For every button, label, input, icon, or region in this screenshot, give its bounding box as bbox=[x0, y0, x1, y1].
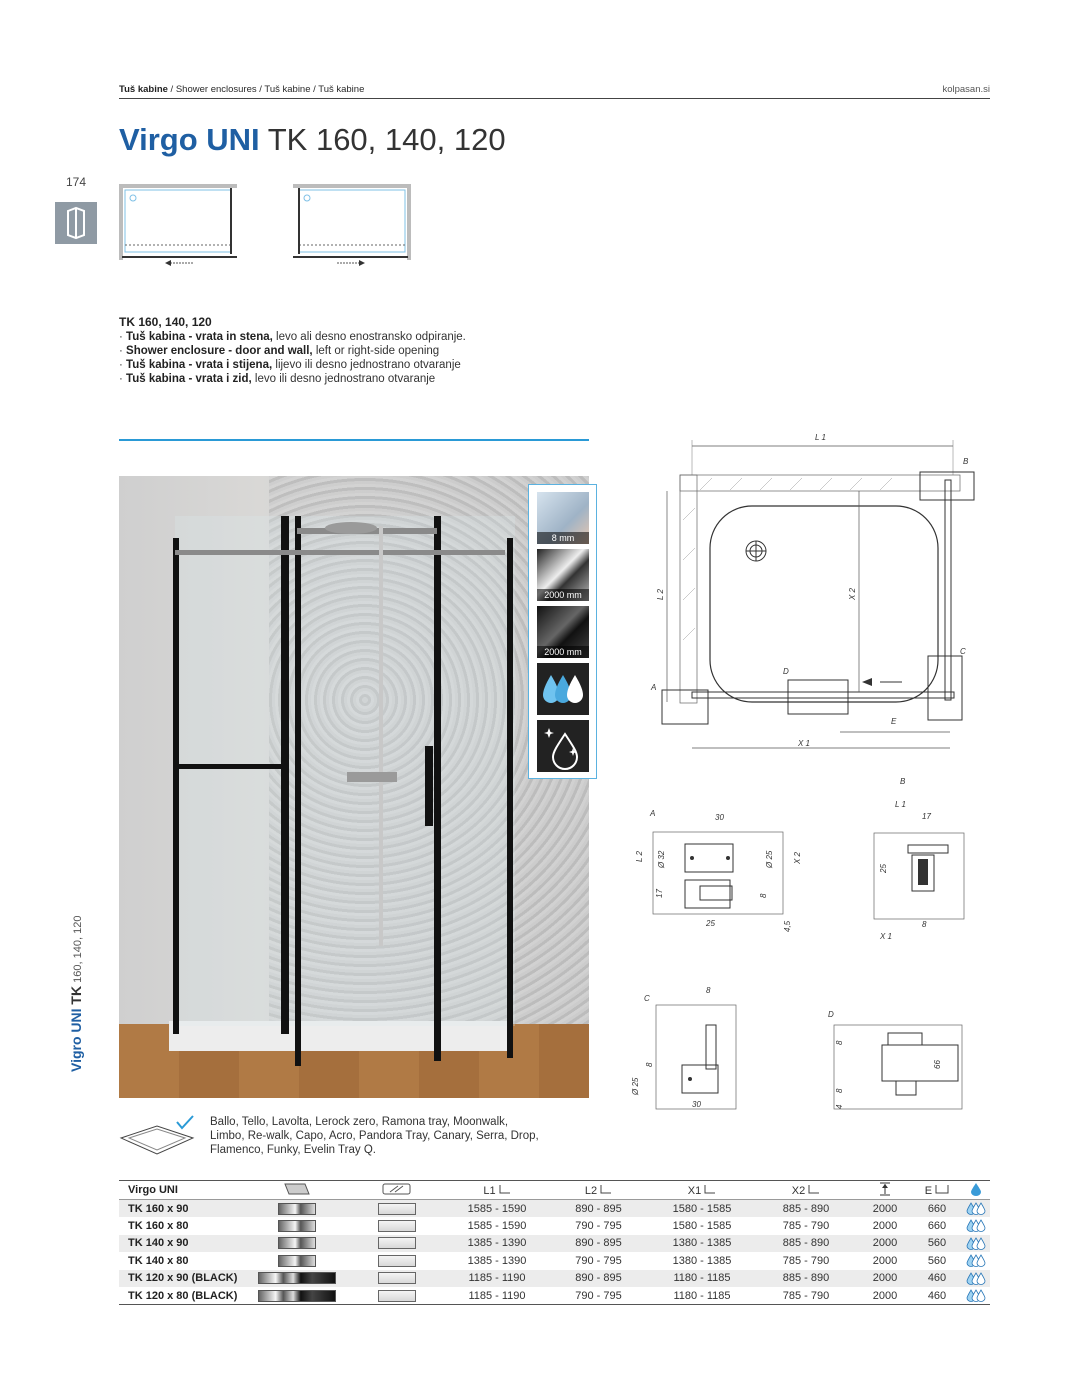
detail-d-drawing bbox=[826, 1005, 966, 1115]
col-e bbox=[912, 1181, 962, 1200]
detail-c-label: C bbox=[644, 994, 650, 1003]
dim-x1: X 1 bbox=[798, 739, 811, 748]
col-l2 bbox=[547, 1181, 650, 1200]
feature-label: 2000 mm bbox=[537, 589, 589, 601]
row-glass-swatch bbox=[347, 1217, 447, 1235]
clear-glass-swatch bbox=[378, 1272, 416, 1284]
row-l2: 790 - 795 bbox=[575, 1254, 622, 1267]
row-glass-swatch bbox=[347, 1200, 447, 1218]
dim-b-8: 8 bbox=[922, 920, 927, 929]
spec-table bbox=[119, 1180, 990, 1305]
row-e: 460 bbox=[912, 1287, 962, 1305]
row-water-drops bbox=[962, 1200, 990, 1218]
layout-left-opening-icon bbox=[119, 184, 239, 266]
detail-b-drawing bbox=[870, 775, 970, 945]
dim-a-8: 8 bbox=[759, 893, 768, 898]
dim-a-d25: Ø 25 bbox=[765, 850, 774, 868]
detail-d-label: D bbox=[828, 1010, 834, 1019]
dim-a-x2: X 2 bbox=[793, 851, 802, 864]
water-drops-icon bbox=[966, 1202, 986, 1215]
col-x1 bbox=[650, 1181, 754, 1200]
side-label-brand: Vigro UNI bbox=[68, 1008, 84, 1072]
row-l2: 890 - 895 bbox=[547, 1235, 650, 1253]
clear-glass-swatch bbox=[378, 1290, 416, 1302]
row-water-drops bbox=[962, 1235, 990, 1253]
col-l2-label: L2 bbox=[584, 1184, 598, 1197]
row-x2: 785 - 790 bbox=[782, 1254, 830, 1267]
breadcrumb bbox=[119, 84, 364, 95]
description-line-bold: Tuš kabina - vrata in stena, bbox=[126, 331, 273, 343]
dim-a-45: 4,5 bbox=[783, 920, 792, 932]
row-water-drops bbox=[962, 1270, 990, 1288]
row-e: 660 bbox=[912, 1200, 962, 1218]
row-x2: 885 - 890 bbox=[754, 1200, 858, 1218]
row-x1: 1580 - 1585 bbox=[650, 1200, 754, 1218]
row-l2: 890 - 895 bbox=[547, 1200, 650, 1218]
clear-glass-swatch bbox=[378, 1255, 416, 1267]
col-model: Virgo UNI bbox=[119, 1181, 247, 1200]
dim-d-4: 4 bbox=[835, 1104, 844, 1109]
detail-marker-c: C bbox=[960, 647, 966, 656]
row-l1: 1385 - 1390 bbox=[447, 1235, 547, 1253]
easy-clean-icon bbox=[537, 720, 589, 772]
row-height: 2000 bbox=[872, 1219, 898, 1232]
description-line: · Shower enclosure - door and wall, left or right-side opening bbox=[119, 345, 440, 357]
description-title: TK 160, 140, 120 bbox=[119, 315, 212, 329]
description-line-text: left or right-side opening bbox=[312, 345, 440, 357]
clear-glass-swatch bbox=[378, 1237, 416, 1249]
chrome-profile-swatch bbox=[278, 1255, 316, 1267]
row-water-drops bbox=[962, 1217, 990, 1235]
row-e: 560 bbox=[912, 1235, 962, 1253]
plan-drawing bbox=[640, 430, 980, 755]
row-e: 660 bbox=[927, 1219, 947, 1232]
row-x2: 885 - 890 bbox=[754, 1235, 858, 1253]
row-l1: 1585 - 1590 bbox=[447, 1200, 547, 1218]
shower-category-icon bbox=[55, 202, 97, 244]
table-row bbox=[119, 1270, 990, 1288]
row-l2: 790 - 795 bbox=[547, 1287, 650, 1305]
glass-thickness-icon bbox=[537, 492, 589, 544]
dim-a-l2: L 2 bbox=[635, 851, 644, 862]
row-profile-swatch bbox=[247, 1200, 347, 1218]
row-glass-swatch bbox=[347, 1287, 447, 1305]
table-row bbox=[119, 1217, 990, 1235]
table-header-row bbox=[119, 1181, 990, 1200]
row-height: 2000 bbox=[872, 1254, 898, 1267]
row-x1: 1180 - 1185 bbox=[650, 1287, 754, 1305]
feature-icons-panel bbox=[528, 484, 597, 779]
dim-l1: L 1 bbox=[815, 433, 826, 442]
row-x1: 1380 - 1385 bbox=[650, 1235, 754, 1253]
row-water-drops bbox=[962, 1252, 990, 1270]
row-l2: 890 - 895 bbox=[547, 1270, 650, 1288]
feature-label: 2000 mm bbox=[537, 646, 589, 658]
water-drops-icon bbox=[966, 1289, 986, 1302]
row-profile-swatch bbox=[247, 1287, 347, 1305]
description-line: · Tuš kabina - vrata i stijena, lijevo ili desno jednostrano otvaranje bbox=[119, 359, 461, 371]
water-drops-icon bbox=[537, 663, 589, 715]
table-row bbox=[119, 1287, 990, 1305]
shower-tray-icon bbox=[119, 1116, 201, 1158]
row-profile-swatch bbox=[247, 1217, 347, 1235]
dim-b-x1: X 1 bbox=[880, 932, 893, 941]
dim-a-d32: Ø 32 bbox=[657, 850, 666, 868]
table-row bbox=[119, 1200, 990, 1218]
chrome-profile-swatch bbox=[278, 1203, 316, 1215]
row-height: 2000 bbox=[858, 1287, 912, 1305]
detail-marker-d: D bbox=[783, 667, 789, 676]
dim-a-30: 30 bbox=[715, 813, 724, 822]
row-height: 2000 bbox=[858, 1235, 912, 1253]
col-x1-label: X1 bbox=[687, 1184, 702, 1197]
row-e: 560 bbox=[927, 1254, 947, 1267]
col-l1-label: L1 bbox=[483, 1184, 496, 1197]
dim-l2: L 2 bbox=[656, 589, 665, 600]
water-drops-icon bbox=[966, 1219, 986, 1232]
row-water-drops bbox=[962, 1287, 990, 1305]
row-model: TK 140 x 90 bbox=[119, 1235, 247, 1253]
dim-d-66: 66 bbox=[933, 1060, 942, 1069]
vertical-side-label bbox=[68, 916, 84, 1072]
water-drops-icon bbox=[966, 1254, 986, 1267]
col-height-icon bbox=[858, 1181, 912, 1200]
black-profile-icon bbox=[537, 606, 589, 658]
col-x2-label: X2 bbox=[791, 1184, 806, 1197]
product-photo bbox=[119, 476, 589, 1098]
feature-label: 8 mm bbox=[537, 532, 589, 544]
detail-a-drawing bbox=[620, 800, 820, 940]
row-x1: 1380 - 1385 bbox=[672, 1254, 732, 1267]
row-profile-swatch bbox=[247, 1235, 347, 1253]
dim-c-8a: 8 bbox=[706, 986, 711, 995]
water-drops-icon bbox=[966, 1272, 986, 1285]
row-model: TK 120 x 90 (BLACK) bbox=[119, 1270, 247, 1288]
dim-b-l1: L 1 bbox=[895, 800, 906, 809]
dim-x2: X 2 bbox=[848, 587, 857, 600]
layout-right-opening-icon bbox=[293, 184, 413, 266]
side-label-models: 160, 140, 120 bbox=[72, 915, 84, 986]
description-line-text: levo ili desno jednostrano otvaranje bbox=[251, 373, 436, 385]
dim-b-17: 17 bbox=[922, 812, 931, 821]
dim-d-8b: 8 bbox=[835, 1088, 844, 1093]
detail-marker-a: A bbox=[651, 683, 657, 692]
compatible-trays-text: Ballo, Tello, Lavolta, Lerock zero, Ramona tray, Moonwalk, Limbo, Re-walk, Capo, Acro, Pandora Tray, Canary, Serra, Drop, Flamenco, Funky, Evelin Tray Q. bbox=[210, 1116, 539, 1156]
dim-b-25: 25 bbox=[879, 864, 888, 873]
row-x2: 785 - 790 bbox=[754, 1287, 858, 1305]
chrome-profile-swatch bbox=[278, 1237, 316, 1249]
row-e: 460 bbox=[912, 1270, 962, 1288]
chrome-black-profile-swatch bbox=[258, 1290, 336, 1302]
detail-c-drawing bbox=[620, 985, 740, 1115]
page-title bbox=[119, 122, 506, 158]
row-l1: 1185 - 1190 bbox=[447, 1287, 547, 1305]
row-l2: 790 - 795 bbox=[575, 1219, 622, 1232]
row-profile-swatch bbox=[247, 1252, 347, 1270]
row-x2: 785 - 790 bbox=[782, 1219, 830, 1232]
site-url[interactable]: kolpasan.si bbox=[942, 84, 990, 95]
water-drops-icon bbox=[966, 1237, 986, 1250]
breadcrumb-category: Tuš kabine bbox=[119, 84, 168, 95]
clear-glass-swatch bbox=[378, 1220, 416, 1232]
dim-a-25: 25 bbox=[706, 919, 715, 928]
section-divider bbox=[119, 439, 589, 441]
row-glass-swatch bbox=[347, 1235, 447, 1253]
chrome-profile-swatch bbox=[278, 1220, 316, 1232]
row-x2: 885 - 890 bbox=[754, 1270, 858, 1288]
row-model: TK 140 x 80 bbox=[128, 1254, 189, 1267]
row-x1: 1180 - 1185 bbox=[650, 1270, 754, 1288]
side-label-tk: TK bbox=[68, 985, 84, 1009]
description-line: · Tuš kabina - vrata i zid, levo ili desno jednostrano otvaranje bbox=[119, 373, 436, 385]
row-l1: 1585 - 1590 bbox=[467, 1219, 527, 1232]
detail-a-label: A bbox=[650, 809, 656, 818]
dim-c-30: 30 bbox=[692, 1100, 701, 1109]
clear-glass-swatch bbox=[378, 1203, 416, 1215]
table-row bbox=[119, 1252, 990, 1270]
breadcrumb-rest: / Shower enclosures / Tuš kabine / Tuš kabine bbox=[167, 84, 365, 95]
description-line-bold: Tuš kabina - vrata i stijena, bbox=[126, 359, 273, 371]
detail-b-label: B bbox=[900, 777, 906, 786]
row-height: 2000 bbox=[858, 1270, 912, 1288]
description-line-bold: Tuš kabina - vrata i zid, bbox=[126, 373, 252, 385]
dim-c-8b: 8 bbox=[645, 1062, 654, 1067]
description-line-bold: Shower enclosure - door and wall, bbox=[126, 345, 313, 357]
product-models: TK 160, 140, 120 bbox=[259, 122, 506, 157]
row-glass-swatch bbox=[347, 1252, 447, 1270]
description-line: · Tuš kabina - vrata in stena, levo ali desno enostransko odpiranje. bbox=[119, 331, 466, 343]
row-glass-swatch bbox=[347, 1270, 447, 1288]
col-glass-icon bbox=[347, 1181, 447, 1200]
row-model: TK 160 x 90 bbox=[119, 1200, 247, 1218]
description-line-text: lijevo ili desno jednostrano otvaranje bbox=[272, 359, 461, 371]
page-header bbox=[119, 83, 990, 99]
row-height: 2000 bbox=[858, 1200, 912, 1218]
table-row bbox=[119, 1235, 990, 1253]
product-description bbox=[119, 315, 466, 386]
dim-c-d25: Ø 25 bbox=[631, 1077, 640, 1095]
row-model: TK 120 x 80 (BLACK) bbox=[119, 1287, 247, 1305]
chrome-profile-icon bbox=[537, 549, 589, 601]
col-profile-icon bbox=[247, 1181, 347, 1200]
row-profile-swatch bbox=[247, 1270, 347, 1288]
product-brand: Virgo UNI bbox=[119, 122, 260, 157]
dim-a-17: 17 bbox=[655, 889, 664, 898]
detail-marker-b: B bbox=[963, 457, 969, 466]
row-model: TK 160 x 80 bbox=[128, 1219, 189, 1232]
page-number: 174 bbox=[66, 175, 87, 189]
col-x2 bbox=[754, 1181, 858, 1200]
description-line-text: levo ali desno enostransko odpiranje. bbox=[272, 331, 466, 343]
col-drop-icon bbox=[962, 1181, 990, 1200]
dim-d-8a: 8 bbox=[835, 1040, 844, 1045]
row-l1: 1385 - 1390 bbox=[467, 1254, 527, 1267]
dim-e: E bbox=[891, 717, 897, 726]
col-l1 bbox=[447, 1181, 547, 1200]
col-e-label: E bbox=[924, 1184, 933, 1197]
chrome-black-profile-swatch bbox=[258, 1272, 336, 1284]
row-x1: 1580 - 1585 bbox=[672, 1219, 732, 1232]
row-l1: 1185 - 1190 bbox=[447, 1270, 547, 1288]
